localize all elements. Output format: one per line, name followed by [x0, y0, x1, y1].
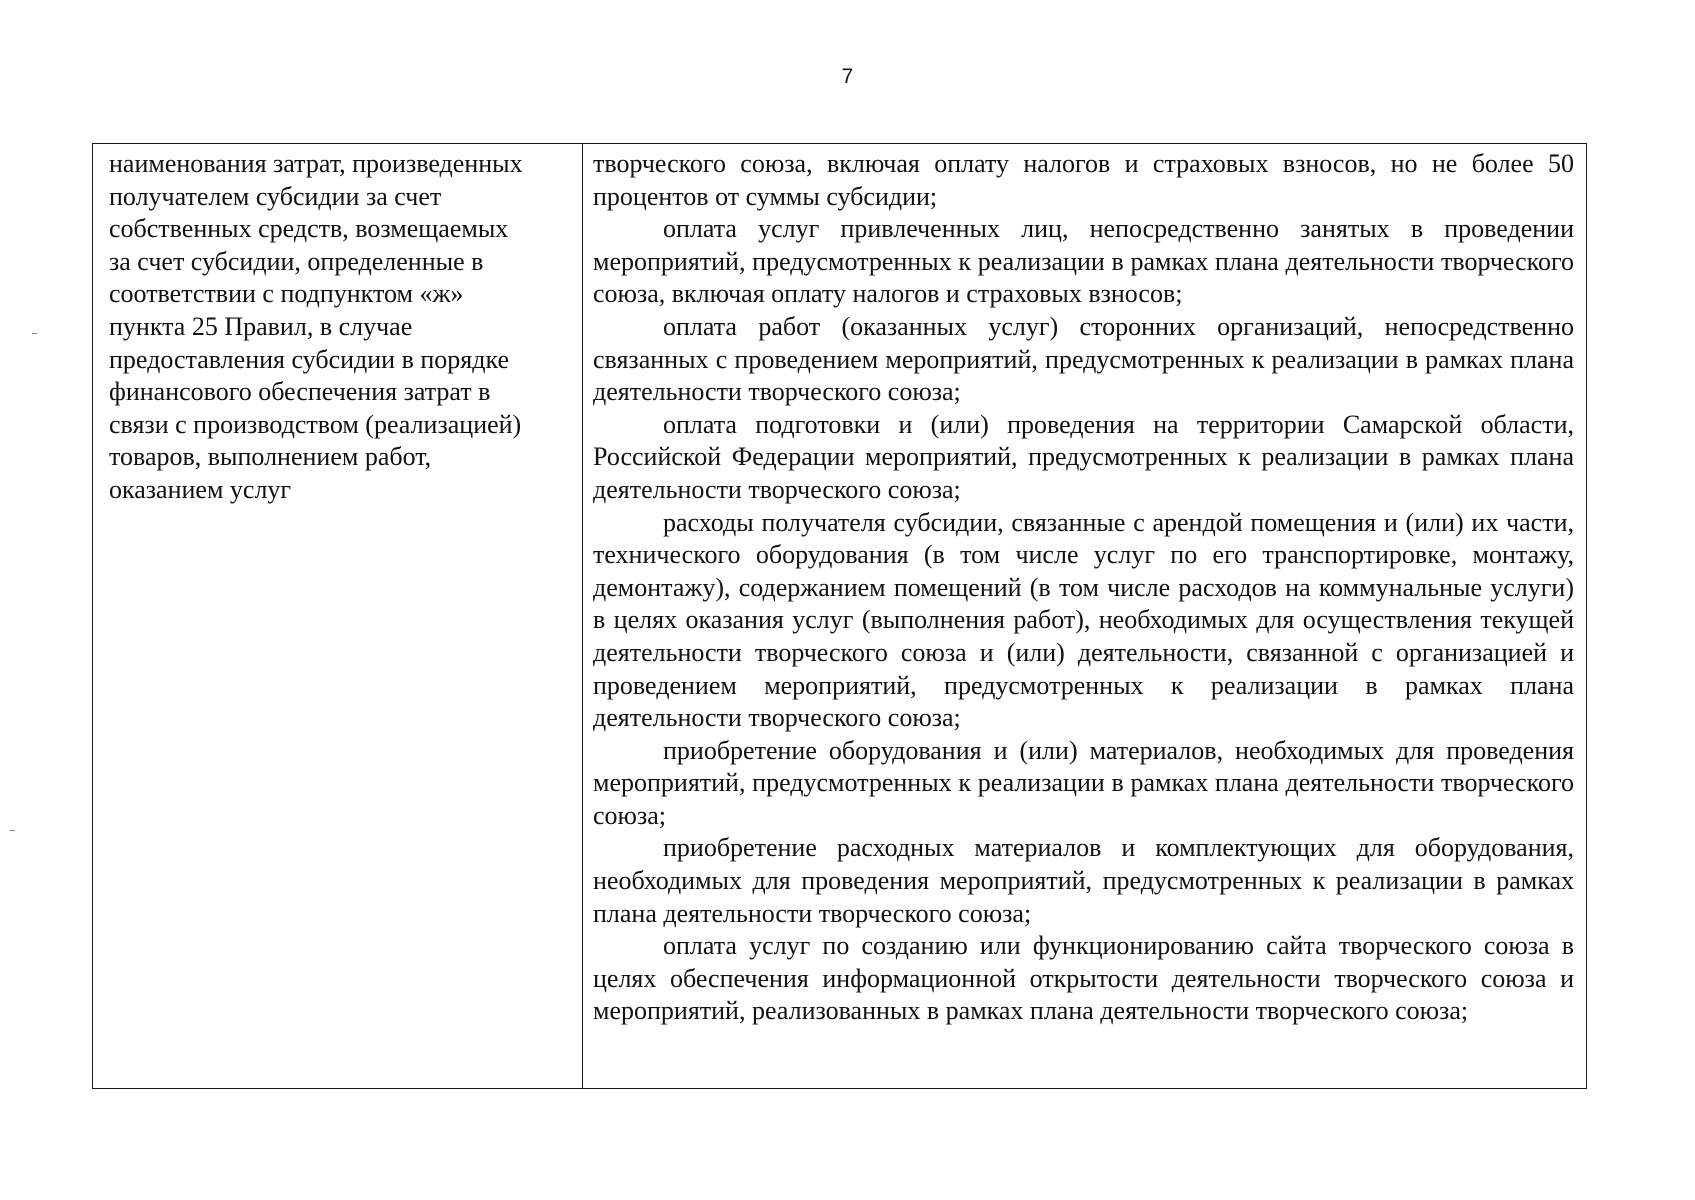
cell-text-line: пункта 25 Правил, в случае: [109, 311, 413, 341]
table-cell-expense-name: [93, 144, 583, 1088]
scan-mark: [10, 830, 15, 831]
expense-paragraph: оплата работ (оказанных услуг) сторонних организаций, непосредственно связанных с проведением мероприятий, предусмотренных к реализации в рамках плана деятельности творческого союза;: [593, 311, 1574, 407]
document-table: [92, 143, 1587, 1089]
cell-text-line: товаров, выполнением работ,: [109, 442, 432, 472]
expense-paragraph: приобретение оборудования и (или) материалов, необходимых для проведения мероприятий, предусмотренных к реализации в рамках плана деятельности творческого союза;: [593, 735, 1574, 830]
cell-text-line: финансового обеспечения затрат в: [109, 377, 491, 407]
expense-paragraph: расходы получателя субсидии, связанные с арендой помещения и (или) их части, технического оборудования (в том числе услуг по его транспортировке, монтажу, демонтажу), содержанием помещений (в том числе расходов на коммунальные услуги) в целях оказания услуг (выполнения работ), необходимых для осуществления текущей деятельности творческого союза и (или) деятельности, связанной с организацией и проведением мероприятий, предусмотренных к реализации в рамках плана деятельности творческого союза;: [593, 507, 1574, 733]
scan-mark: [32, 333, 37, 334]
cell-text-line: предоставления субсидии в порядке: [109, 344, 509, 374]
expense-paragraph: приобретение расходных материалов и комплектующих для оборудования, необходимых для проведения мероприятий, предусмотренных к реализации в рамках плана деятельности творческого союза;: [593, 833, 1574, 928]
expense-paragraph: оплата услуг по созданию или функционированию сайта творческого союза в целях обеспечения информационной открытости деятельности творческого союза и мероприятий, реализованных в рамках плана деятельности творческого союза;: [593, 931, 1574, 1026]
expense-paragraph: творческого союза, включая оплату налогов и страховых взносов, но не более 50 процентов от суммы субсидии;: [593, 149, 1574, 211]
cell-text-line: собственных средств, возмещаемых: [109, 214, 509, 244]
page-number: 7: [841, 65, 854, 88]
expense-paragraph: оплата подготовки и (или) проведения на территории Самарской области, Российской Федерации мероприятий, предусмотренных к реализации в рамках плана деятельности творческого союза;: [593, 409, 1574, 504]
expense-paragraph: оплата услуг привлеченных лиц, непосредственно занятых в проведении мероприятий, предусмотренных к реализации в рамках плана деятельности творческого союза, включая оплату налогов и страховых взносов;: [593, 214, 1574, 309]
cell-text-line: получателем субсидии за счет: [109, 181, 442, 211]
cell-text-line: за счет субсидии, определенные в: [109, 246, 484, 276]
cell-text-line: наименования затрат, произведенных: [109, 149, 523, 178]
cell-text-line: оказанием услуг: [109, 474, 292, 504]
table-cell-expense-list: [583, 144, 1586, 1088]
cell-text-line: связи с производством (реализацией): [109, 409, 522, 439]
cell-text-line: соответствии с подпунктом «ж»: [109, 279, 464, 309]
